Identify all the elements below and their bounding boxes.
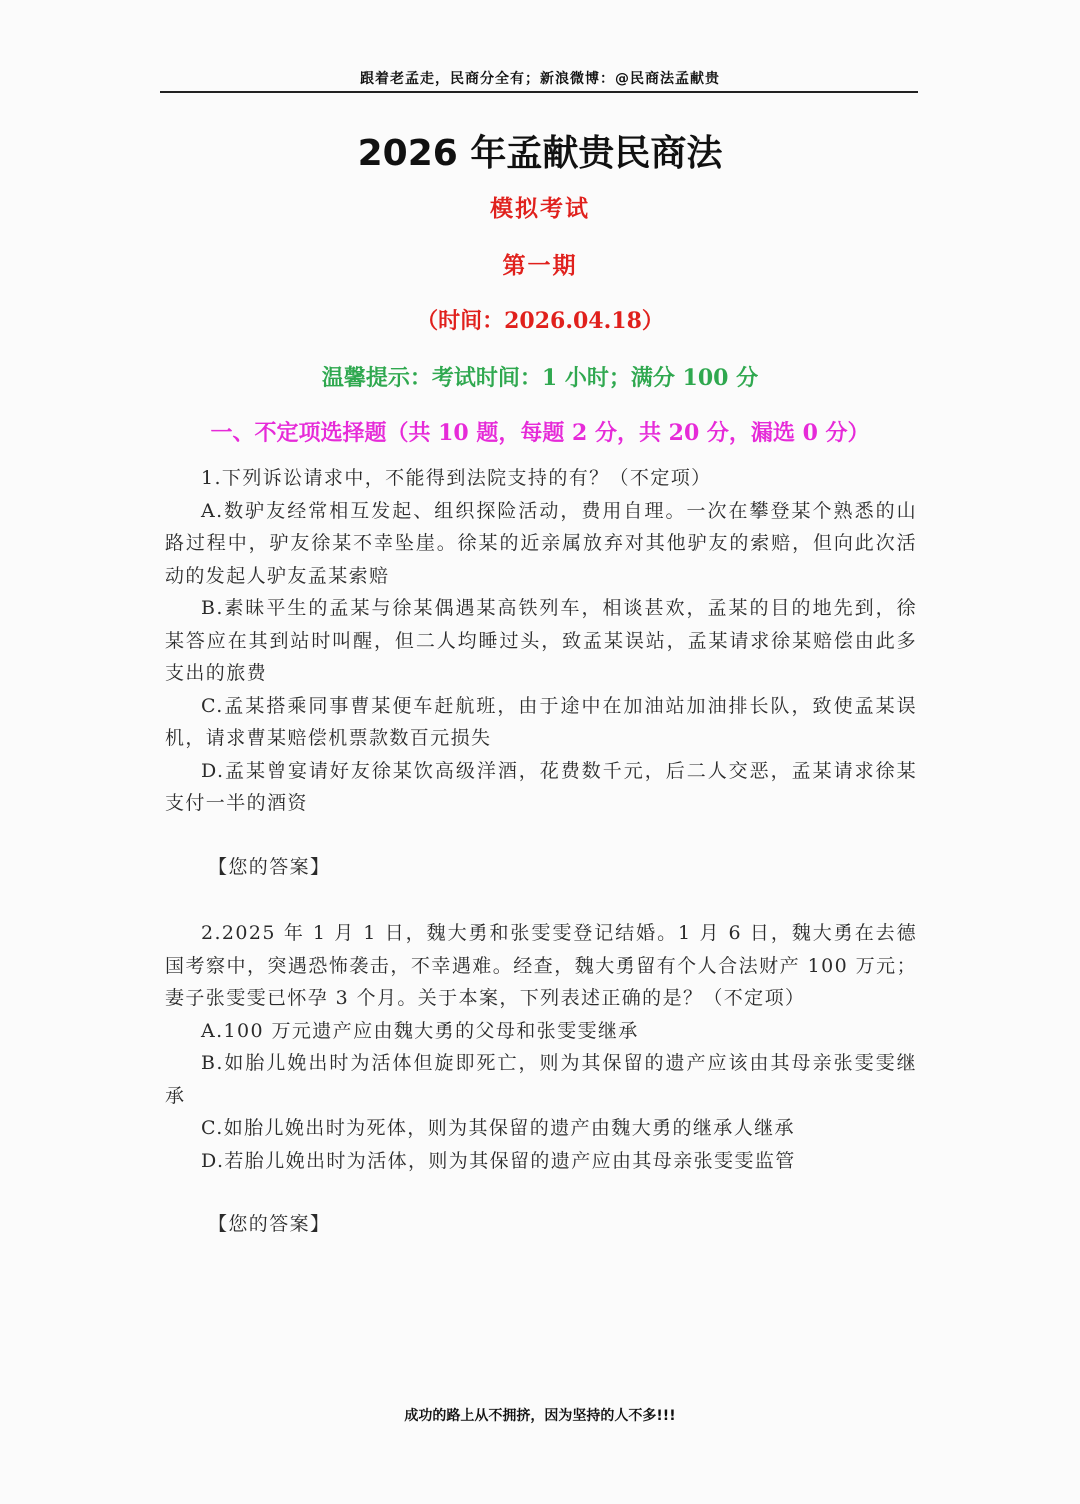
question-2	[165, 917, 917, 1177]
section-heading: 一、不定项选择题（共 10 题，每题 2 分，共 20 分，漏选 0 分）	[210, 420, 870, 446]
question-1	[165, 462, 917, 820]
question-option: D.孟某曾宴请好友徐某饮高级洋酒，花费数千元，后二人交恶，孟某请求徐某支付一半的酒资	[165, 759, 917, 814]
header-rule	[160, 91, 918, 93]
question-option: B.素昧平生的孟某与徐某偶遇某高铁列车，相谈甚欢，孟某的目的地先到，徐某答应在其到站时叫醒，但二人均睡过头，致孟某误站，孟某请求徐某赔偿由此多支出的旅费	[165, 597, 917, 684]
exam-tip: 温馨提示：考试时间：1 小时；满分 100 分	[321, 365, 759, 391]
question-option: B.如胎儿娩出时为活体但旋即死亡，则为其保留的遗产应该由其母亲张雯雯继承	[165, 1052, 917, 1107]
question-option: C.孟某搭乘同事曹某便车赶航班，由于途中在加油站加油排长队，致使孟某误机，请求曹某赔偿机票款数百元损失	[165, 694, 917, 749]
answer-label: 【您的答案】	[208, 1213, 331, 1235]
question-option: A.数驴友经常相互发起、组织探险活动，费用自理。一次在攀登某个熟悉的山路过程中，驴友徐某不幸坠崖。徐某的近亲属放弃对其他驴友的索赔，但向此次活动的发起人驴友孟某索赔	[165, 499, 917, 587]
issue-label: 第一期	[502, 252, 578, 279]
question-option: A.100 万元遗产应由魏大勇的父母和张雯雯继承	[201, 1019, 639, 1042]
exam-subtitle: 模拟考试	[490, 195, 590, 222]
answer-label: 【您的答案】	[208, 856, 331, 878]
footer-motto: 成功的路上从不拥挤，因为坚持的人不多!!!	[404, 1408, 676, 1424]
document-title: 2026 年孟献贵民商法	[357, 133, 723, 174]
running-header: 跟着老孟走，民商分全有；新浪微博：@民商法孟献贵	[360, 71, 720, 87]
question-option: D.若胎儿娩出时为活体，则为其保留的遗产应由其母亲张雯雯监管	[201, 1149, 796, 1172]
question-option: C.如胎儿娩出时为死体，则为其保留的遗产由魏大勇的继承人继承	[201, 1117, 795, 1139]
question-stem: 2.2025 年 1 月 1 日，魏大勇和张雯雯登记结婚。1 月 6 日，魏大勇在去德国考察中，突遇恐怖袭击，不幸遇难。经查，魏大勇留有个人合法财产 100 万元；妻子张雯雯已怀孕 3 个月。关于本案，下列表述正确的是？（不定项）	[165, 922, 917, 1009]
question-stem: 1.下列诉讼请求中，不能得到法院支持的有？（不定项）	[201, 467, 712, 489]
exam-date: （时间：2026.04.18）	[416, 308, 664, 334]
